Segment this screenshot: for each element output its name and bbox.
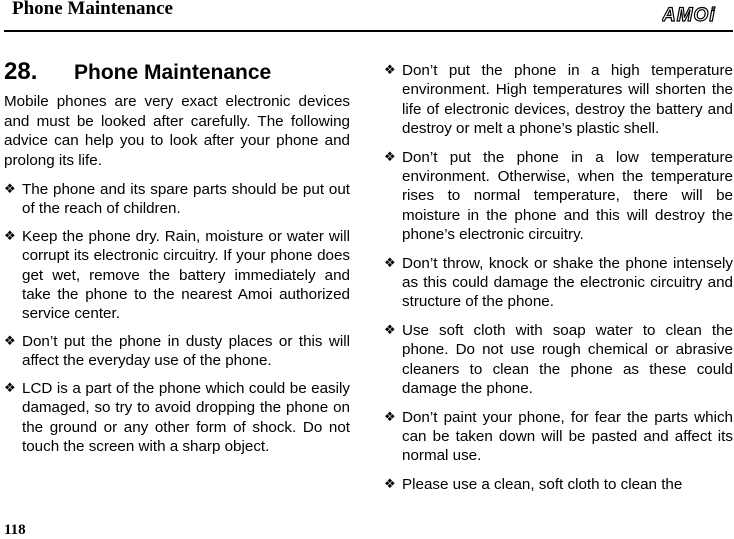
amoi-logo bbox=[662, 4, 730, 24]
list-item: ❖ Don’t put the phone in dusty places or this will affect the everyday use of the phone. bbox=[4, 332, 350, 370]
list-item: ❖ Don’t put the phone in a high temperature environment. High temperatures will shorten the life of electronic devices, destroy the battery and destroy or melt a phone’s plastic shell. bbox=[384, 62, 733, 138]
four-diamond-bullet-icon: ❖ bbox=[4, 380, 16, 396]
four-diamond-bullet-icon: ❖ bbox=[384, 409, 396, 425]
header-rule bbox=[4, 30, 733, 32]
running-header-title: Phone Maintenance bbox=[12, 0, 173, 19]
list-item: ❖ Keep the phone dry. Rain, moisture or water will corrupt its electronic circuitry. If your phone does get wet, remove the battery immediately and take the phone to the nearest Amoi authorized service center. bbox=[4, 227, 350, 323]
four-diamond-bullet-icon: ❖ bbox=[384, 322, 396, 338]
section-number: 28. bbox=[4, 58, 38, 85]
four-diamond-bullet-icon: ❖ bbox=[384, 63, 396, 78]
list-item: ❖ Use soft cloth with soap water to clean the phone. Do not use rough chemical or abrasive cleaners to clean the phone as these could damage the phone. bbox=[384, 321, 733, 398]
four-diamond-bullet-icon: ❖ bbox=[384, 476, 396, 492]
four-diamond-bullet-icon: ❖ bbox=[4, 228, 16, 244]
list-item: ❖ LCD is a part of the phone which could be easily damaged, so try to avoid dropping the phone on the ground or any other form of shock. Do not touch the screen with a sharp object. bbox=[4, 379, 350, 455]
list-item: ❖ Don’t throw, knock or shake the phone intensely as this could damage the electronic circuitry and structure of the phone. bbox=[384, 254, 733, 311]
four-diamond-bullet-icon: ❖ bbox=[4, 333, 16, 349]
four-diamond-bullet-icon: ❖ bbox=[384, 149, 396, 165]
section-title: Phone Maintenance bbox=[74, 61, 272, 84]
list-item: ❖ Please use a clean, soft cloth to clean the bbox=[384, 475, 683, 493]
four-diamond-bullet-icon: ❖ bbox=[384, 255, 396, 271]
left-column bbox=[4, 58, 350, 464]
page-number: 118 bbox=[4, 522, 26, 538]
four-diamond-bullet-icon: ❖ bbox=[4, 182, 16, 198]
list-item: ❖ The phone and its spare parts should be put out of the reach of children. bbox=[4, 181, 350, 218]
intro-paragraph: Mobile phones are very exact electronic devices and must be looked after carefully. The following advice can help you to look after your phone and prolong its life. bbox=[4, 93, 350, 169]
list-item: ❖ Don’t put the phone in a low temperature environment. Otherwise, when the temperature rises to normal temperature, there will be moisture in the phone and this will destroy the phone’s electronic circuitry. bbox=[384, 148, 733, 244]
list-item: ❖ Don’t paint your phone, for fear the parts which can be taken down will be pasted and affect its normal use. bbox=[384, 408, 733, 465]
section-heading bbox=[4, 58, 350, 85]
right-column bbox=[384, 61, 733, 503]
svg-text:AMOi: AMOi bbox=[662, 5, 716, 24]
